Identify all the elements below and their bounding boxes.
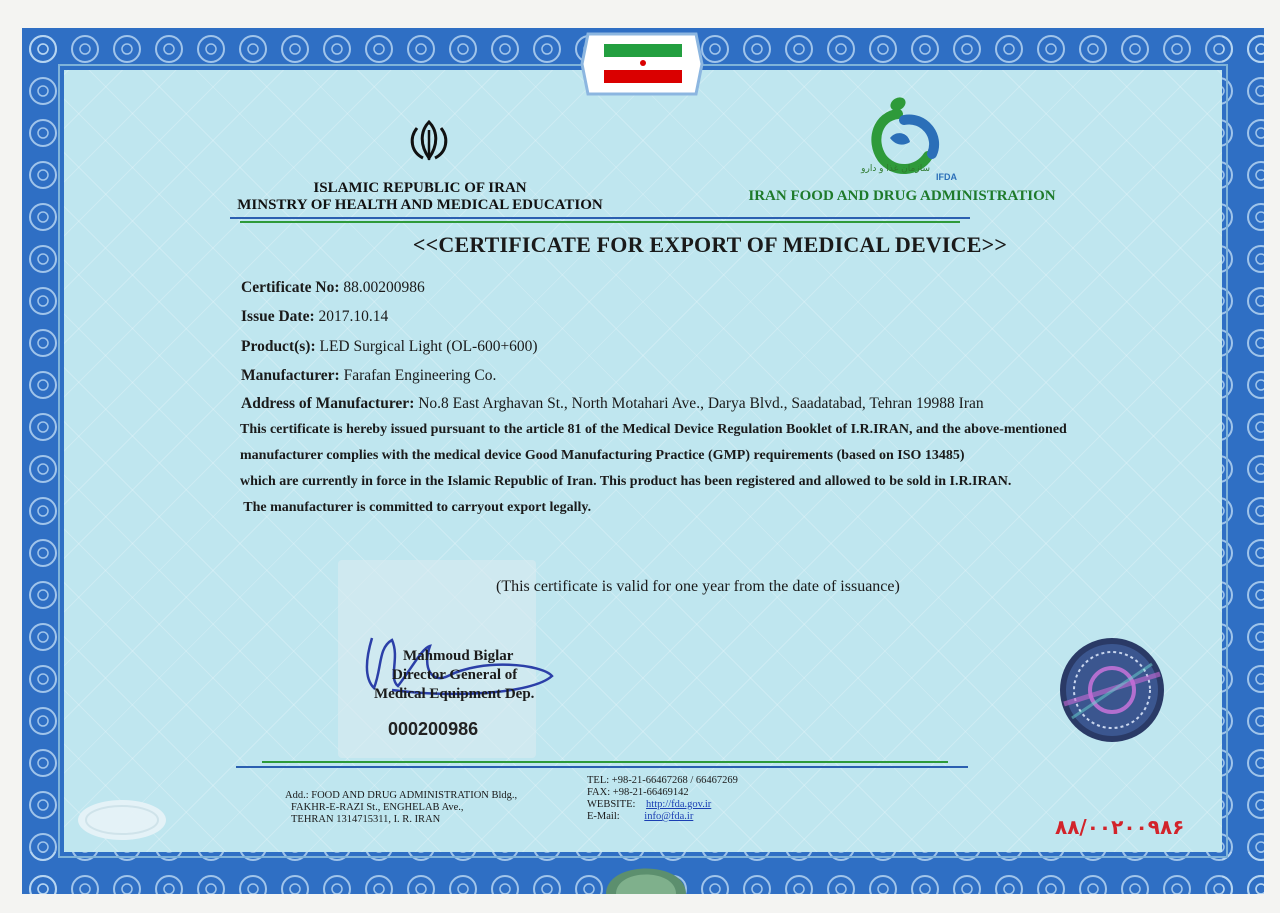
certificate-statement-line: manufacturer complies with the medical device Good Manufacturing Practice (GMP) requirements (based on ISO 13485) [240,448,965,463]
signatory-department: Medical Equipment Dep. [374,686,535,702]
certificate-statement-line: This certificate is hereby issued pursuant to the article 81 of the Medical Device Regulation Booklet of I.R.IRAN, and the above-mentioned [240,422,1067,437]
red-serial-number: ۸۸/۰۰۲۰۰۹۸۶ [1055,815,1185,839]
signatory-position: Director General of [392,667,518,683]
field-label: Manufacturer: [241,367,340,384]
field-value: No.8 East Arghavan St., North Motahari Ave., Darya Blvd., Saadatabad, Tehran 19988 Iran [418,395,984,412]
website-label: WEBSITE: [587,799,636,810]
ifda-abbreviation: IFDA [936,172,957,182]
field-value: 2017.10.14 [318,308,389,325]
field-manufacturer [241,367,496,385]
bottom-ornament-icon [604,850,688,894]
field-label: Issue Date: [241,308,315,325]
field-issue-date [241,308,388,326]
hologram-seal-icon [1052,634,1172,746]
field-label: Product(s): [241,338,316,355]
agency-name: IRAN FOOD AND DRUG ADMINISTRATION [748,188,1056,204]
email-label: E-Mail: [587,811,620,822]
certificate-statement-line: The manufacturer is committed to carryout export legally. [240,500,592,515]
field-value: 88.00200986 [343,279,425,296]
footer-email [587,811,693,823]
iran-emblem-icon [405,118,453,164]
certificate-title: <<CERTIFICATE FOR EXPORT OF MEDICAL DEVICE>> [412,232,1008,257]
header-rule-blue [230,217,970,219]
field-value: LED Surgical Light (OL-600+600) [319,338,538,355]
embossed-stamp-icon [74,796,170,844]
certificate-statement-line: which are currently in force in the Islamic Republic of Iran. This product has been registered and allowed to be sold in I.R.IRAN. [240,474,1012,489]
footer-tel: TEL: +98-21-66467268 / 66467269 [587,775,738,786]
field-label: Certificate No: [241,279,340,296]
field-certificate-no [241,279,425,297]
field-address [241,395,984,413]
field-products [241,338,538,356]
iran-flag-icon [580,30,704,98]
footer-rule-green [262,761,948,763]
validity-note: (This certificate is valid for one year from the date of issuance) [496,578,900,595]
footer-fax: FAX: +98-21-66469142 [587,787,689,798]
ministry-name: MINSTRY OF HEALTH AND MEDICAL EDUCATION [237,197,603,213]
footer-rule-blue [236,766,968,768]
footer-address-line: FAKHR-E-RAZI St., ENGHELAB Ave., [291,802,464,813]
footer-address-line: Add.: FOOD AND DRUG ADMINISTRATION Bldg., [285,790,518,801]
field-label: Address of Manufacturer: [241,395,415,412]
header-rule-green [240,221,960,223]
serial-number: 000200986 [388,719,479,739]
signatory-name: Mahmoud Biglar [403,648,514,664]
field-value: Farafan Engineering Co. [343,367,497,384]
country-name: ISLAMIC REPUBLIC OF IRAN [313,180,527,196]
footer-address-line: TEHRAN 1314715311, I. R. IRAN [291,814,441,825]
ifda-persian-name: سازمان غذا و دارو [861,164,930,174]
email-link[interactable]: info@fda.ir [644,811,694,822]
footer-website [587,799,711,811]
website-link[interactable]: http://fda.gov.ir [646,799,712,810]
